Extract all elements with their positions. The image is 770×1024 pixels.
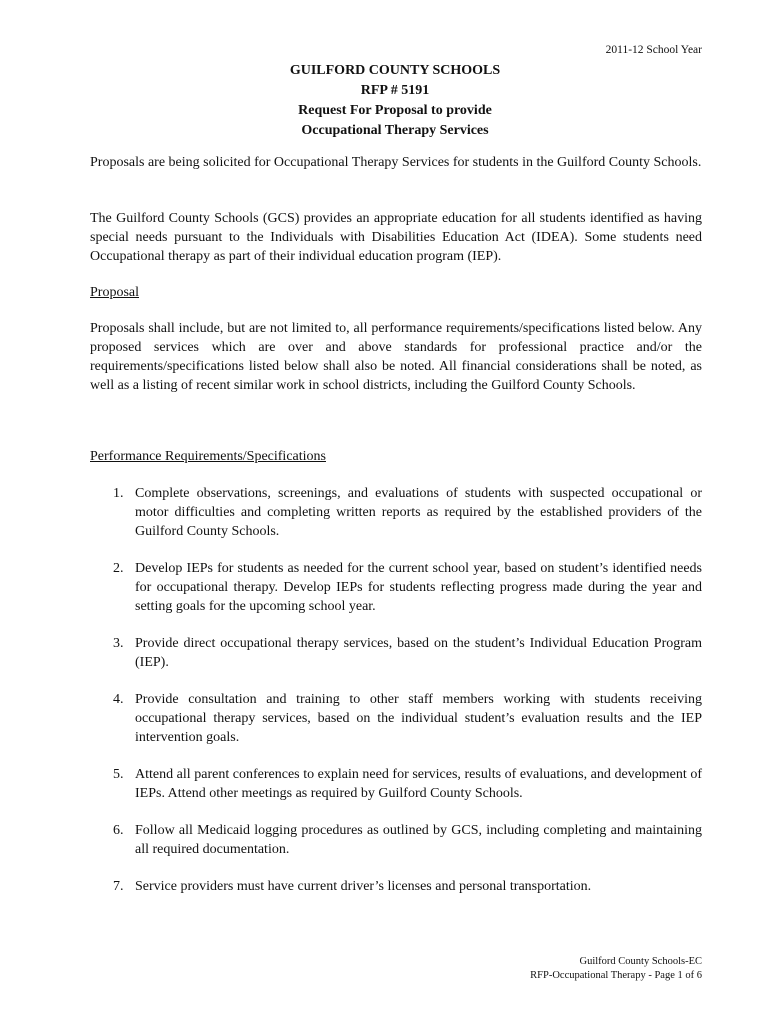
list-item — [90, 765, 702, 803]
list-item-number: 4. — [113, 692, 124, 707]
list-item-text: Provide direct occupational therapy services, based on the student’s Individual Education Program (IEP). — [135, 636, 702, 670]
list-item-number: 2. — [113, 561, 124, 576]
gcs-paragraph: The Guilford County Schools (GCS) provides an appropriate education for all students identified as having special needs pursuant to the Individuals with Disabilities Education Act (IDEA). Some students need Occupational therapy as part of their individual education program (IEP). — [90, 211, 702, 264]
requirements-heading: Performance Requirements/Specifications — [90, 449, 326, 464]
header-rfp-number: RFP # 5191 — [360, 83, 430, 98]
footer-organization: Guilford County Schools-EC — [579, 956, 702, 967]
list-item-text: Service providers must have current driver’s licenses and personal transportation. — [135, 879, 592, 894]
footer-page-number: RFP-Occupational Therapy - Page 1 of 6 — [530, 970, 702, 981]
list-item — [90, 821, 702, 859]
list-item-text: Complete observations, screenings, and evaluations of students with suspected occupational or motor difficulties and completing written reports as required by the established providers of the Guilford County Schools. — [135, 486, 702, 539]
requirements-list-container — [90, 484, 702, 914]
document-header — [0, 61, 770, 141]
header-request-title: Request For Proposal to provide — [298, 103, 492, 118]
list-item-text: Follow all Medicaid logging procedures as outlined by GCS, including completing and maintaining all required documentation. — [135, 823, 702, 857]
list-item-text: Attend all parent conferences to explain need for services, results of evaluations, and development of IEPs. Attend other meetings as required by Guilford County Schools. — [135, 767, 702, 801]
proposal-paragraph: Proposals shall include, but are not limited to, all performance requirements/specifications listed below. Any proposed services which are over and above standards for professional practice and/or the requirements/specifications listed below shall also be noted. All financial considerations shall be noted, as well as a listing of recent similar work in school districts, including the Guilford County Schools. — [90, 321, 702, 393]
school-year-label: 2011-12 School Year — [605, 44, 702, 56]
list-item-text: Develop IEPs for students as needed for the current school year, based on student’s identified needs for occupational therapy. Develop IEPs for students reflecting progress made during the year and setting goals for the upcoming school year. — [135, 561, 702, 614]
page-footer — [530, 955, 702, 983]
header-organization: GUILFORD COUNTY SCHOOLS — [289, 63, 501, 78]
list-item-number: 6. — [113, 823, 124, 838]
requirements-list — [90, 484, 702, 896]
list-item-number: 1. — [113, 486, 124, 501]
list-item — [90, 634, 702, 672]
list-item — [90, 484, 702, 541]
list-item — [90, 877, 702, 896]
list-item-number: 3. — [113, 636, 124, 651]
list-item-text: Provide consultation and training to other staff members working with students receiving occupational therapy services, based on the individual student’s evaluation results and the IEP intervention goals. — [135, 692, 702, 745]
proposal-heading: Proposal — [90, 285, 139, 300]
list-item-number: 5. — [113, 767, 124, 782]
list-item — [90, 690, 702, 747]
intro-paragraph: Proposals are being solicited for Occupational Therapy Services for students in the Guilford County Schools. — [90, 155, 702, 170]
list-item — [90, 559, 702, 616]
header-service-title: Occupational Therapy Services — [301, 123, 489, 138]
list-item-number: 7. — [113, 879, 124, 894]
